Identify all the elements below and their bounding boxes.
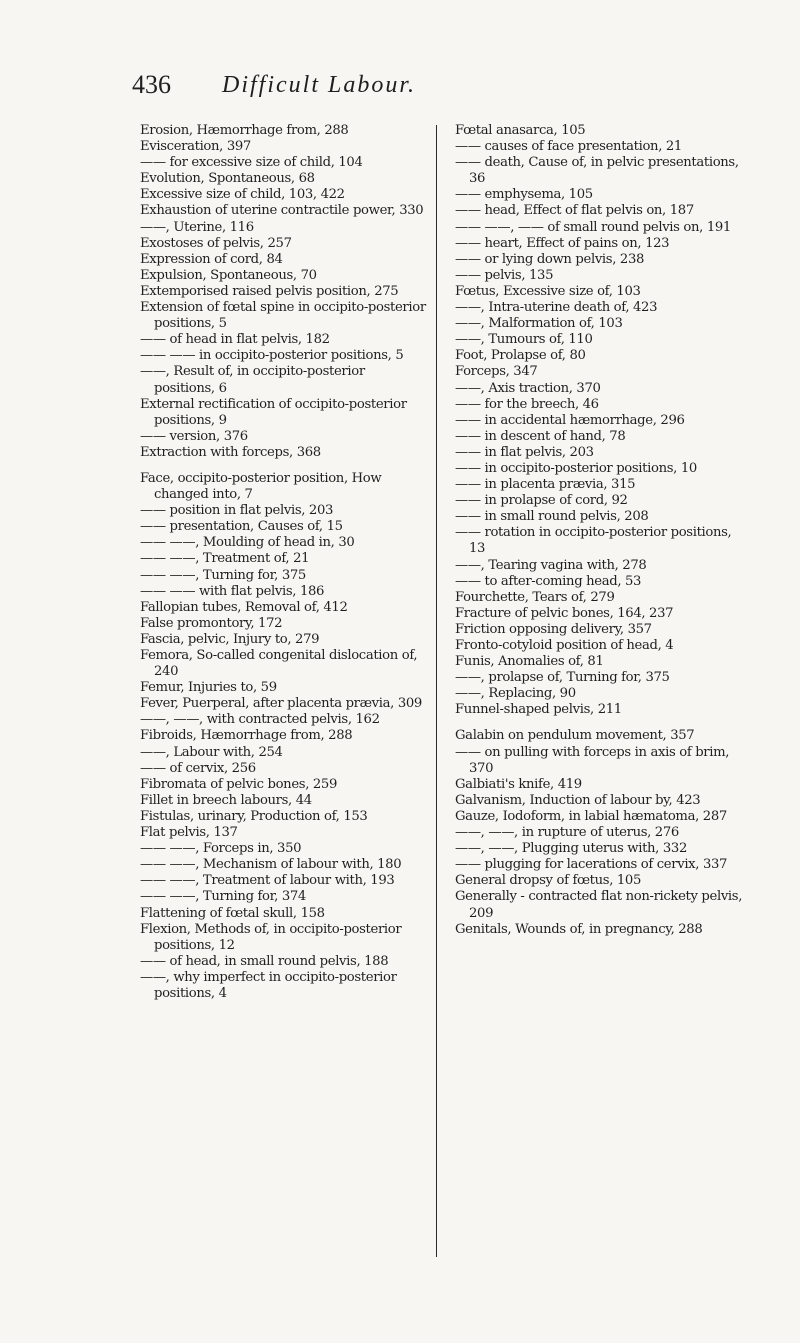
index-entry: ——, Replacing, 90 [455,686,576,702]
index-entry: Fillet in breech labours, 44 [140,792,312,808]
index-entry: Fever, Puerperal, after placenta prævia, 309 [140,696,422,712]
index-entry: ——, ——, Plugging uterus with, 332 [455,841,687,857]
index-entry: Fracture of pelvic bones, 164, 237 [455,605,674,621]
index-entry: —— on pulling with forceps in axis of brim, 370 [455,744,730,776]
index-entry: ——, Axis traction, 370 [455,380,601,396]
index-entry: Femora, So-called congenital dislocation of, 240 [140,648,418,680]
index-entry: Flattening of fœtal skull, 158 [140,905,325,921]
page-header [0,70,800,110]
index-entry: —— for excessive size of child, 104 [140,155,363,171]
index-entry: Erosion, Hæmorrhage from, 288 [140,123,349,138]
index-entry: ——, Malformation of, 103 [455,316,623,332]
index-entry: Genitals, Wounds of, in pregnancy, 288 [455,921,703,937]
index-entry: —— in small round pelvis, 208 [455,509,649,525]
index-entry: —— of head, in small round pelvis, 188 [140,953,389,969]
index-entry: —— of cervix, 256 [140,760,256,776]
index-entry: Galvanism, Induction of labour by, 423 [455,792,701,808]
index-entry: ——, Tumours of, 110 [455,332,593,348]
index-entry: ——, Tearing vagina with, 278 [455,557,647,573]
index-entry: Fœtal anasarca, 105 [455,123,586,138]
index-entry: —— ——, Moulding of head in, 30 [140,535,355,551]
index-entry: Fibroids, Hæmorrhage from, 288 [140,728,353,744]
index-entry: Exostoses of pelvis, 257 [140,235,292,251]
index-entry: ——, Labour with, 254 [140,744,283,760]
index-entry: —— head, Effect of flat pelvis on, 187 [455,203,694,219]
index-entry: —— to after-coming head, 53 [455,573,642,589]
index-entry: Femur, Injuries to, 59 [140,680,277,696]
index-entry: —— —— in occipito-posterior positions, 5 [140,348,404,364]
index-entry: Extension of fœtal spine in occipito-posterior positions, 5 [140,300,426,332]
index-entry: —— version, 376 [140,428,248,444]
index-entry: Galbiati's knife, 419 [455,776,582,792]
index-entry: Fibromata of pelvic bones, 259 [140,776,337,792]
index-entry: —— in descent of hand, 78 [455,428,626,444]
index-entry: Exhaustion of uterine contractile power, 330 [140,203,424,219]
column-divider [436,125,437,1257]
index-entry: Funnel-shaped pelvis, 211 [455,702,622,718]
index-entry: —— heart, Effect of pains on, 123 [455,235,670,251]
index-entry: —— in occipito-posterior positions, 10 [455,460,697,476]
index-entry: —— in placenta prævia, 315 [455,477,636,493]
index-entry: Fourchette, Tears of, 279 [455,589,615,605]
index-entry: Expression of cord, 84 [140,251,283,267]
index-entry: —— in flat pelvis, 203 [455,444,594,460]
index-entry: —— ——, Turning for, 375 [140,567,306,583]
index-entry: ——, Result of, in occipito-posterior positions, 6 [140,364,365,396]
index-entry: —— causes of face presentation, 21 [455,139,682,155]
index-entry: —— position in flat pelvis, 203 [140,503,334,519]
index-entry: Flat pelvis, 137 [140,825,238,841]
index-entry: —— death, Cause of, in pelvic presentations, 36 [455,155,739,187]
index-entry: Fronto-cotyloid position of head, 4 [455,638,674,653]
index-entry: —— presentation, Causes of, 15 [140,519,343,535]
index-entry: —— rotation in occipito-posterior positions, 13 [455,525,732,557]
index-entry: —— ——, —— of small round pelvis on, 191 [455,219,731,235]
index-entry: —— emphysema, 105 [455,187,593,203]
index-entry: Foot, Prolapse of, 80 [455,348,586,364]
index-entry: —— ——, Treatment of labour with, 193 [140,873,395,889]
index-entry: Extemporised raised pelvis position, 275 [140,283,399,299]
index-entry: Galabin on pendulum movement, 357 [455,728,695,744]
index-entry: ——, ——, in rupture of uterus, 276 [455,825,679,841]
index-entry: ——, prolapse of, Turning for, 375 [455,670,670,686]
index-entry: Evolution, Spontaneous, 68 [140,171,315,187]
index-entry: Face, occipito-posterior position, How changed into, 7 [140,470,382,503]
page-number: 436 [132,70,171,99]
index-entry: Evisceration, 397 [140,139,251,155]
index-entry: ——, ——, with contracted pelvis, 162 [140,712,380,728]
index-entry: Fascia, pelvic, Injury to, 279 [140,631,320,647]
index-entry: General dropsy of fœtus, 105 [455,873,641,889]
index-entry: False promontory, 172 [140,615,283,631]
index-entry: Funis, Anomalies of, 81 [455,654,604,670]
index-entry: Fœtus, Excessive size of, 103 [455,283,641,299]
index-entry: Gauze, Iodoform, in labial hæmatoma, 287 [455,808,727,824]
index-column-left [140,123,427,1002]
index-entry: —— ——, Forceps in, 350 [140,841,302,857]
index-entry: Generally - contracted flat non-rickety pelvis, 209 [455,889,743,921]
index-entry: —— ——, Treatment of, 21 [140,551,310,567]
index-entry: Forceps, 347 [455,364,538,380]
index-entry: ——, why imperfect in occipito-posterior positions, 4 [140,969,397,1001]
index-entry: ——, Uterine, 116 [140,219,254,235]
index-entry: ——, Intra-uterine death of, 423 [455,300,658,316]
index-entry: Fallopian tubes, Removal of, 412 [140,599,348,615]
index-entry: —— —— with flat pelvis, 186 [140,583,325,599]
index-entry: Expulsion, Spontaneous, 70 [140,267,317,283]
index-entry: —— or lying down pelvis, 238 [455,251,645,267]
index-entry: Excessive size of child, 103, 422 [140,187,345,203]
index-entry: Flexion, Methods of, in occipito-posterior positions, 12 [140,921,402,953]
index-entry: —— in accidental hæmorrhage, 296 [455,412,685,428]
index-entry: —— ——, Mechanism of labour with, 180 [140,857,402,873]
index-column-right [455,123,745,938]
index-entry: Fistulas, urinary, Production of, 153 [140,808,368,824]
index-entry: Friction opposing delivery, 357 [455,621,652,637]
running-head: Difficult Labour. [222,72,417,98]
index-entry: —— of head in flat pelvis, 182 [140,332,330,348]
index-entry: —— pelvis, 135 [455,267,554,283]
index-entry: —— plugging for lacerations of cervix, 337 [455,857,728,873]
index-entry: External rectification of occipito-posterior positions, 9 [140,396,407,428]
index-entry: —— in prolapse of cord, 92 [455,493,628,509]
index-entry: —— for the breech, 46 [455,396,599,412]
index-entry: —— ——, Turning for, 374 [140,889,306,905]
index-entry: Extraction with forceps, 368 [140,444,321,460]
